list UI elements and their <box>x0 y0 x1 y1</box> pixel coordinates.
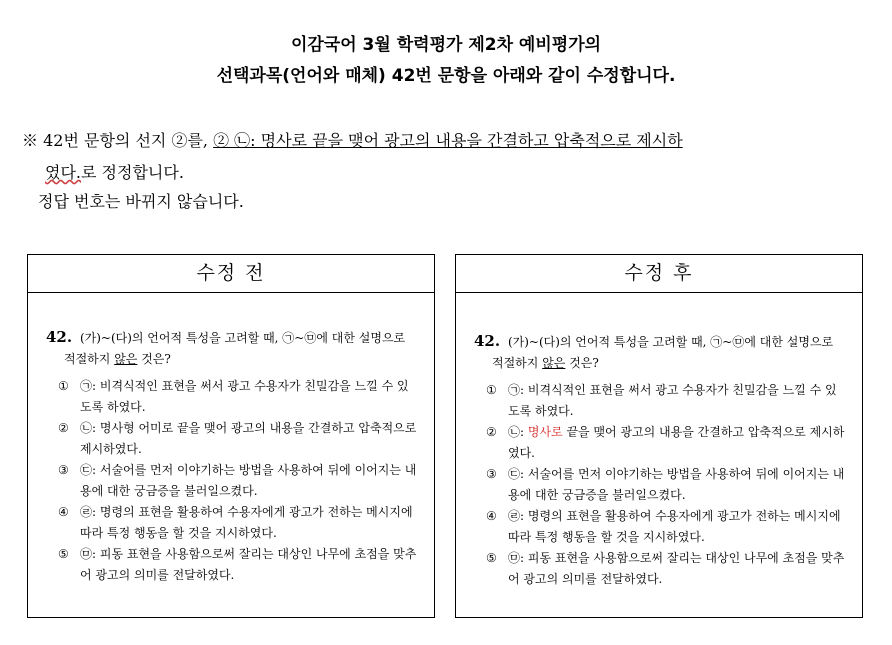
title-line-2: 선택과목(언어와 매체) 42번 문항을 아래와 같이 수정합니다. <box>216 66 676 86</box>
question-stem <box>46 327 420 370</box>
choice-text: ㉤: 피동 표현을 사용함으로써 잘리는 대상인 나무에 초점을 맞추어 광고의 의미를 전달하였다. <box>508 551 845 586</box>
choice-text <box>508 422 848 464</box>
choice-4 <box>58 502 420 544</box>
notice-line-2 <box>45 160 184 183</box>
choice-number: ④ <box>486 509 497 523</box>
choice-text: ㉤: 피동 표현을 사용함으로써 잘리는 대상인 나무에 초점을 맞추어 광고의 의미를 전달하였다. <box>80 547 417 582</box>
choice-number: ② <box>486 425 497 439</box>
choice-number: ② <box>58 421 69 435</box>
choice-text: ㉣: 명령의 표현을 활용하여 수용자에게 광고가 전하는 메시지에 따라 특정 행동을 할 것을 지시하였다. <box>80 505 413 540</box>
stem-line-2 <box>474 353 848 374</box>
notice-suffix: 로 정정합니다. <box>81 163 184 182</box>
choice-text: ㉣: 명령의 표현을 활용하여 수용자에게 광고가 전하는 메시지에 따라 특정 행동을 할 것을 지시하였다. <box>508 509 841 544</box>
choice-1 <box>486 380 848 422</box>
question-stem <box>474 331 848 374</box>
question-after <box>474 331 848 590</box>
choice-number: ⑤ <box>58 547 69 561</box>
choice-text: ㉢: 서술어를 먼저 이야기하는 방법을 사용하여 뒤에 이어지는 내용에 대한 궁금증을 불러일으켰다. <box>508 467 845 502</box>
choice-number: ③ <box>486 467 497 481</box>
notice-answer-unchanged: 정답 번호는 바뀌지 않습니다. <box>38 192 244 211</box>
corrected-choice-quote-end: 였다. <box>45 163 81 182</box>
before-correction-box <box>27 254 435 618</box>
stem-underlined: 않은 <box>542 356 566 370</box>
choice-1 <box>58 376 420 418</box>
choice-number: ① <box>486 383 497 397</box>
choice-text-start: ㉡: <box>508 425 528 439</box>
stem-underlined: 않은 <box>114 352 138 366</box>
stem-text-2: 적절하지 <box>492 356 543 370</box>
after-header: 수정 후 <box>456 255 862 293</box>
after-correction-box <box>455 254 863 618</box>
stem-text-3: 것은? <box>137 352 171 366</box>
choice-text: ㉢: 서술어를 먼저 이야기하는 방법을 사용하여 뒤에 이어지는 내용에 대한 궁금증을 불러일으켰다. <box>80 463 417 498</box>
choice-2 <box>486 422 848 464</box>
stem-line-2 <box>46 349 420 370</box>
choice-3 <box>486 464 848 506</box>
choice-number: ⑤ <box>486 551 497 565</box>
stem-text-1: (가)~(다)의 언어적 특성을 고려할 때, ㉠~㉤에 대한 설명으로 <box>79 331 406 345</box>
choice-3 <box>58 460 420 502</box>
stem-text-2: 적절하지 <box>64 352 115 366</box>
question-before <box>46 327 420 586</box>
corrected-word: 명사로 <box>527 425 563 439</box>
title-line-1: 이감국어 3월 학력평가 제2차 예비평가의 <box>290 35 602 55</box>
notice-line-1 <box>22 128 683 151</box>
choice-text: ㉠: 비격식적인 표현을 써서 광고 수용자가 친밀감을 느낄 수 있도록 하였다. <box>508 383 837 418</box>
question-number: 42. <box>474 332 501 350</box>
choice-number: ④ <box>58 505 69 519</box>
choice-2 <box>58 418 420 460</box>
before-header: 수정 전 <box>28 255 434 293</box>
choice-text-end: 끝을 맺어 광고의 내용을 간결하고 압축적으로 제시하였다. <box>508 425 845 460</box>
reference-mark: ※ <box>22 131 39 150</box>
stem-text-1: (가)~(다)의 언어적 특성을 고려할 때, ㉠~㉤에 대한 설명으로 <box>507 335 834 349</box>
corrected-choice-quote: ② ㉡: 명사로 끝을 맺어 광고의 내용을 간결하고 압축적으로 제시하 <box>213 131 683 150</box>
stem-text-3: 것은? <box>565 356 599 370</box>
choice-5 <box>58 544 420 586</box>
choice-text: ㉡: 명사형 어미로 끝을 맺어 광고의 내용을 간결하고 압축적으로 제시하였다. <box>80 421 417 456</box>
choice-4 <box>486 506 848 548</box>
choice-number: ③ <box>58 463 69 477</box>
choice-number: ① <box>58 379 69 393</box>
question-number: 42. <box>46 328 73 346</box>
choice-5 <box>486 548 848 590</box>
notice-prefix: 42번 문항의 선지 ②를, <box>43 131 214 150</box>
choice-text: ㉠: 비격식적인 표현을 써서 광고 수용자가 친밀감을 느낄 수 있도록 하였다. <box>80 379 409 414</box>
